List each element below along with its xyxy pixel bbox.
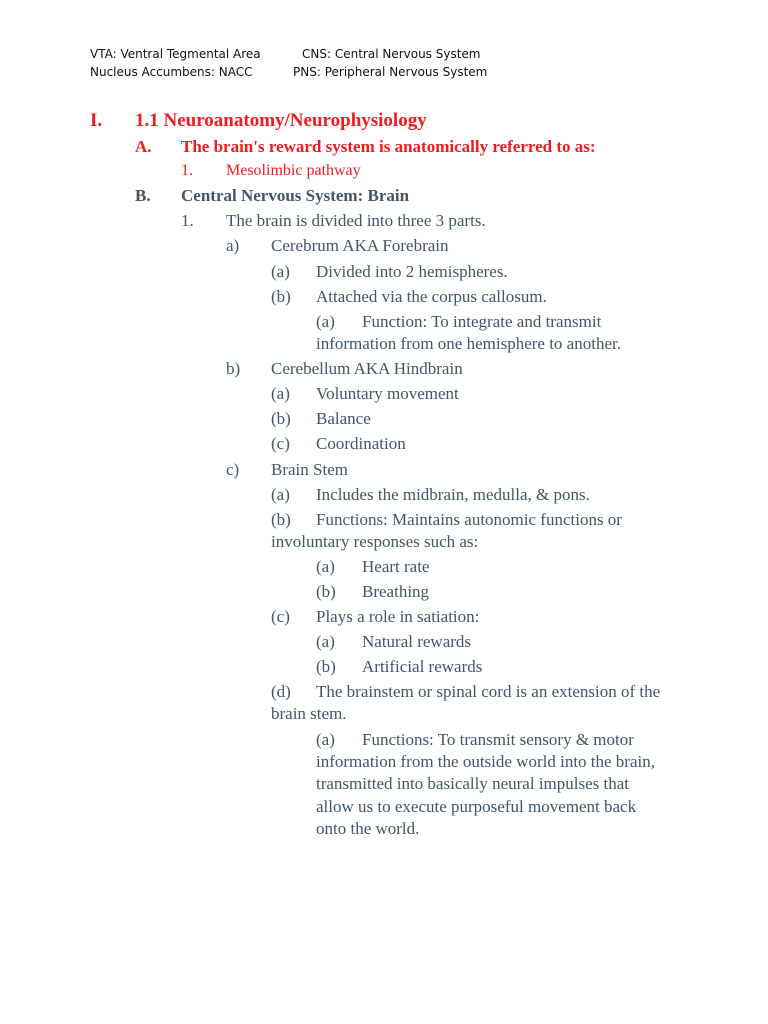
item-bc-a-text: Includes the midbrain, medulla, & pons.: [316, 485, 590, 504]
item-ba-marker: a): [226, 236, 240, 255]
section-1-marker: I.: [90, 110, 103, 131]
item-ba-b-a-marker: (a): [316, 312, 335, 331]
item-bc-b-b-marker: (b): [316, 582, 336, 601]
item-ba-b-marker: (b): [271, 287, 291, 306]
item-ba-b-text: Attached via the corpus callosum.: [316, 287, 547, 306]
item-b-marker: B.: [135, 186, 151, 205]
item-bb-b-text: Balance: [316, 409, 371, 428]
item-ba-text: Cerebrum AKA Forebrain: [271, 236, 449, 255]
item-bc-b-marker: (b): [271, 510, 291, 529]
header-cns: CNS: Central Nervous System: [302, 47, 481, 61]
item-bc-a-marker: (a): [271, 485, 290, 504]
item-b1-text: The brain is divided into three 3 parts.: [226, 211, 486, 230]
item-bc-c-a-text: Natural rewards: [362, 632, 472, 651]
item-bc-c-b-text: Artificial rewards: [362, 657, 483, 676]
item-ba-b-a-text-1: Function: To integrate and transmit: [362, 312, 602, 331]
item-a1-text: Mesolimbic pathway: [226, 162, 361, 179]
item-bb-marker: b): [226, 359, 241, 378]
item-bc-d-a-text-2: information from the outside world into the brain,: [316, 752, 655, 771]
item-ba-a-marker: (a): [271, 262, 290, 281]
header-pns: PNS: Peripheral Nervous System: [293, 65, 488, 79]
item-bc-marker: c): [226, 460, 240, 479]
header-vta: VTA: Ventral Tegmental Area: [90, 47, 261, 61]
item-ba-b-a-text-2: information from one hemisphere to another.: [316, 334, 621, 353]
item-bc-c-a-marker: (a): [316, 632, 335, 651]
item-bc-d-a-text-5: onto the world.: [316, 819, 420, 838]
item-bc-b-b-text: Breathing: [362, 582, 430, 601]
item-a1-marker: 1.: [181, 162, 193, 179]
item-bb-c-marker: (c): [271, 434, 290, 453]
item-bc-d-a-text-3: transmitted into basically neural impulses that: [316, 774, 630, 793]
item-bc-b-a-marker: (a): [316, 557, 335, 576]
item-bc-c-b-marker: (b): [316, 657, 336, 676]
item-bb-a-text: Voluntary movement: [316, 384, 459, 403]
item-bc-d-marker: (d): [271, 682, 291, 701]
item-ba-a-text: Divided into 2 hemispheres.: [316, 262, 508, 281]
item-bc-text: Brain Stem: [271, 460, 348, 479]
item-a-text: The brain's reward system is anatomically referred to as:: [181, 137, 596, 156]
item-bb-text: Cerebellum AKA Hindbrain: [271, 359, 463, 378]
item-bc-c-marker: (c): [271, 607, 290, 626]
item-bc-b-text-2: involuntary responses such as:: [271, 532, 479, 551]
item-bc-d-text-2: brain stem.: [271, 704, 347, 723]
section-1-title: 1.1 Neuroanatomy/Neurophysiology: [135, 110, 427, 131]
item-bc-d-a-marker: (a): [316, 730, 335, 749]
item-bc-d-text-1: The brainstem or spinal cord is an extension of the: [316, 682, 661, 701]
item-b-text: Central Nervous System: Brain: [181, 186, 410, 205]
item-bb-b-marker: (b): [271, 409, 291, 428]
item-b1-marker: 1.: [181, 211, 194, 230]
item-bb-a-marker: (a): [271, 384, 290, 403]
item-bc-b-text-1: Functions: Maintains autonomic functions or: [316, 510, 622, 529]
item-a-marker: A.: [135, 137, 152, 156]
item-bb-c-text: Coordination: [316, 434, 406, 453]
item-bc-c-text: Plays a role in satiation:: [316, 607, 480, 626]
item-bc-d-a-text-4: allow us to execute purposeful movement back: [316, 797, 637, 816]
item-bc-b-a-text: Heart rate: [362, 557, 430, 576]
header-nacc: Nucleus Accumbens: NACC: [90, 65, 253, 79]
item-bc-d-a-text-1: Functions: To transmit sensory & motor: [362, 730, 634, 749]
